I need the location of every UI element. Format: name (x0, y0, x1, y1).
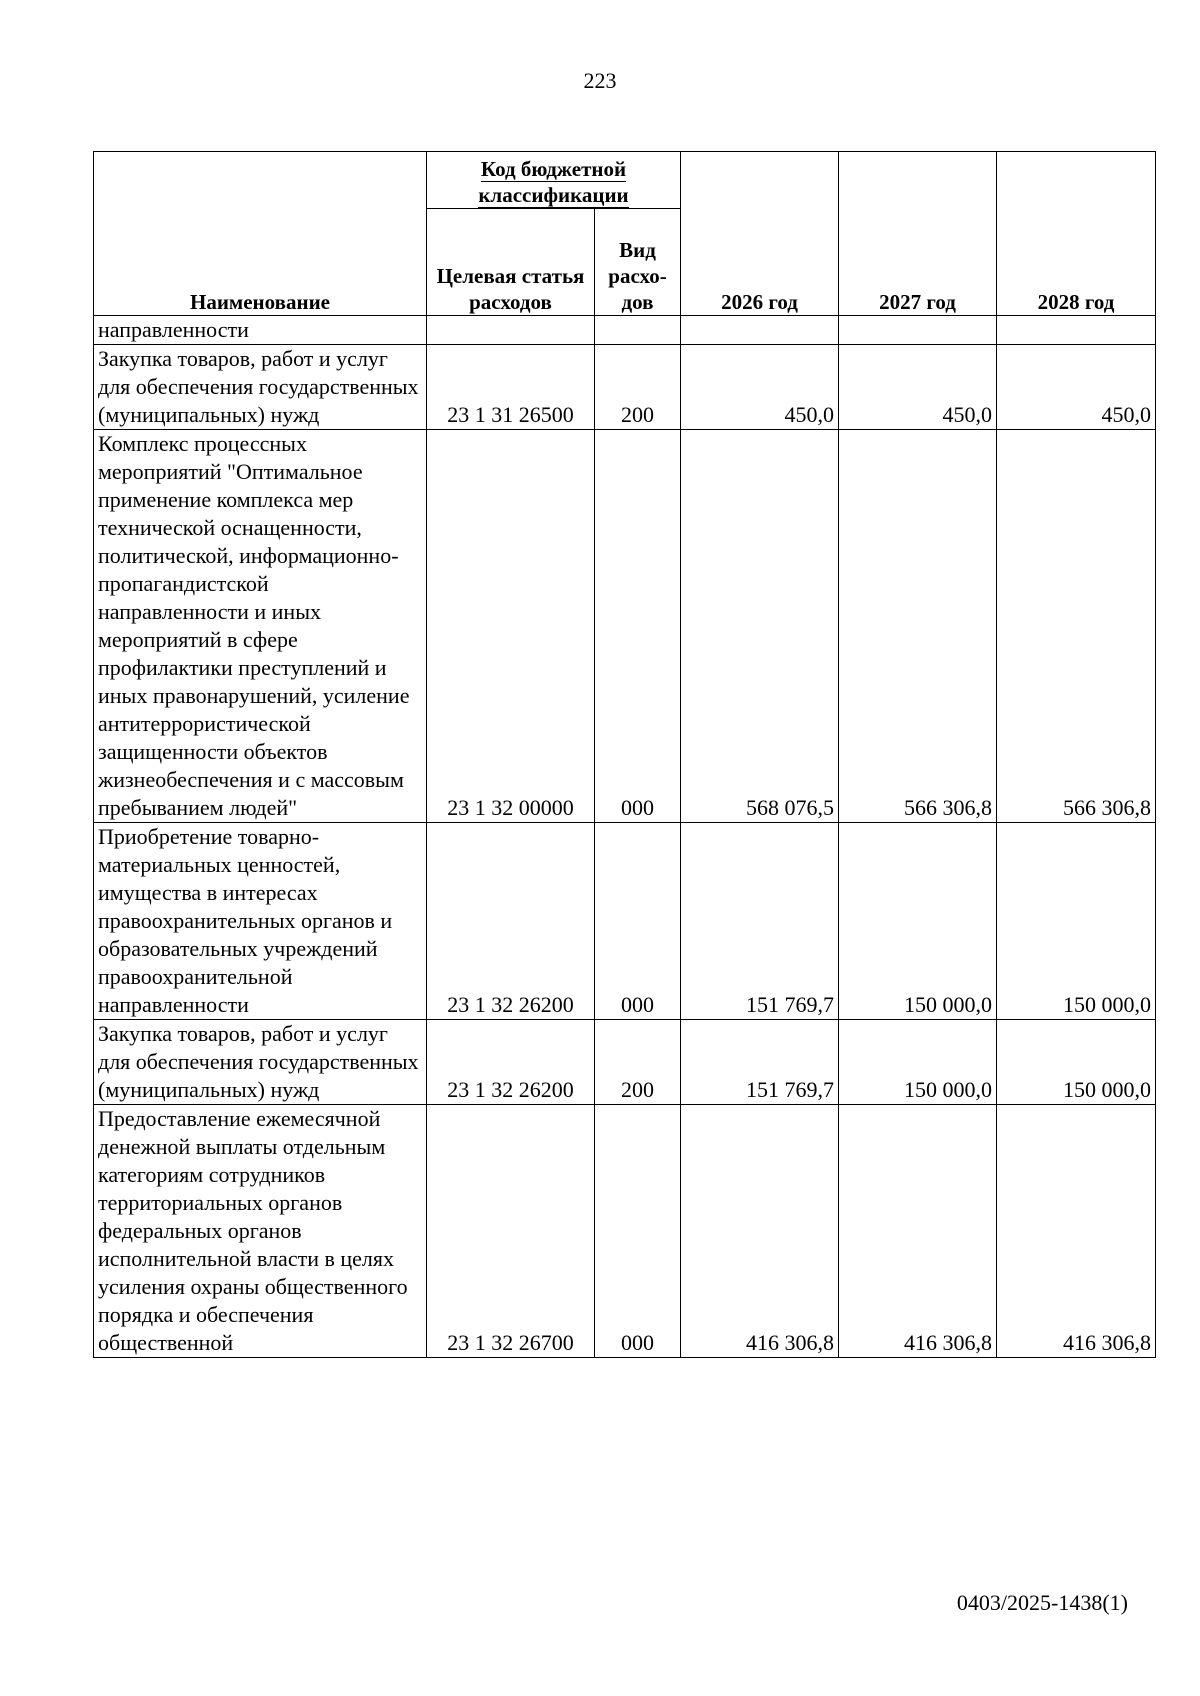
cell-expense-type: 200 (595, 345, 681, 430)
cell-2027: 150 000,0 (839, 1020, 997, 1105)
cell-2027: 566 306,8 (839, 430, 997, 823)
cell-2028: 450,0 (997, 345, 1156, 430)
header-name: Наименование (94, 152, 427, 316)
header-year-2027: 2027 год (839, 152, 997, 316)
table-body (94, 316, 1156, 1358)
cell-name: Закупка товаров, работ и услуг для обеспечения государственных (муниципальных) нужд (94, 345, 427, 430)
cell-name: Комплекс процессных мероприятий "Оптимальное применение комплекса мер технической оснащенности, политической, информационно-пропагандистской направленности и иных мероприятий в сфере профилактики преступлений и иных правонарушений, усиление антитеррористической защищенности объектов жизнеобеспечения и с массовым пребыванием людей" (94, 430, 427, 823)
cell-name: Закупка товаров, работ и услуг для обеспечения государственных (муниципальных) нужд (94, 1020, 427, 1105)
cell-2026: 151 769,7 (681, 823, 839, 1020)
cell-2027: 450,0 (839, 345, 997, 430)
cell-2028 (997, 316, 1156, 345)
table-row (94, 316, 1156, 345)
cell-2026: 568 076,5 (681, 430, 839, 823)
budget-table (93, 151, 1156, 1358)
header-year-2026: 2026 год (681, 152, 839, 316)
cell-2027 (839, 316, 997, 345)
page-number: 223 (583, 68, 617, 93)
cell-name: Приобретение товарно-материальных ценностей, имущества в интересах правоохранительных органов и образовательных учреждений правоохранительной направленности (94, 823, 427, 1020)
header-classification-group (427, 152, 681, 209)
cell-expense-type: 000 (595, 430, 681, 823)
cell-expense-type: 000 (595, 1105, 681, 1358)
cell-2028: 150 000,0 (997, 823, 1156, 1020)
document-code: 0403/2025-1438(1) (956, 1590, 1128, 1615)
cell-expense-type: 000 (595, 823, 681, 1020)
header-target-article: Целевая статья расходов (427, 209, 595, 316)
cell-target-article: 23 1 32 26200 (427, 823, 595, 1020)
cell-2026 (681, 316, 839, 345)
cell-name: направленности (94, 316, 427, 345)
cell-2027: 416 306,8 (839, 1105, 997, 1358)
table-row (94, 1020, 1156, 1105)
cell-2028: 150 000,0 (997, 1020, 1156, 1105)
header-expense-type: Вид расхо-дов (595, 209, 681, 316)
cell-expense-type: 200 (595, 1020, 681, 1105)
cell-2026: 416 306,8 (681, 1105, 839, 1358)
header-year-2028: 2028 год (997, 152, 1156, 316)
header-classification-label: Код бюджетной классификации (478, 157, 629, 207)
cell-target-article: 23 1 32 00000 (427, 430, 595, 823)
table-row (94, 345, 1156, 430)
cell-name: Предоставление ежемесячной денежной выплаты отдельным категориям сотрудников территориальных органов федеральных органов исполнительной власти в целях усиления охраны общественного порядка и обеспечения общественной (94, 1105, 427, 1358)
cell-target-article: 23 1 32 26200 (427, 1020, 595, 1105)
cell-2028: 416 306,8 (997, 1105, 1156, 1358)
cell-2027: 150 000,0 (839, 823, 997, 1020)
cell-target-article: 23 1 31 26500 (427, 345, 595, 430)
cell-2026: 450,0 (681, 345, 839, 430)
cell-expense-type (595, 316, 681, 345)
cell-target-article (427, 316, 595, 345)
table-row (94, 430, 1156, 823)
cell-2026: 151 769,7 (681, 1020, 839, 1105)
cell-2028: 566 306,8 (997, 430, 1156, 823)
table-row (94, 1105, 1156, 1358)
cell-target-article: 23 1 32 26700 (427, 1105, 595, 1358)
table-row (94, 823, 1156, 1020)
